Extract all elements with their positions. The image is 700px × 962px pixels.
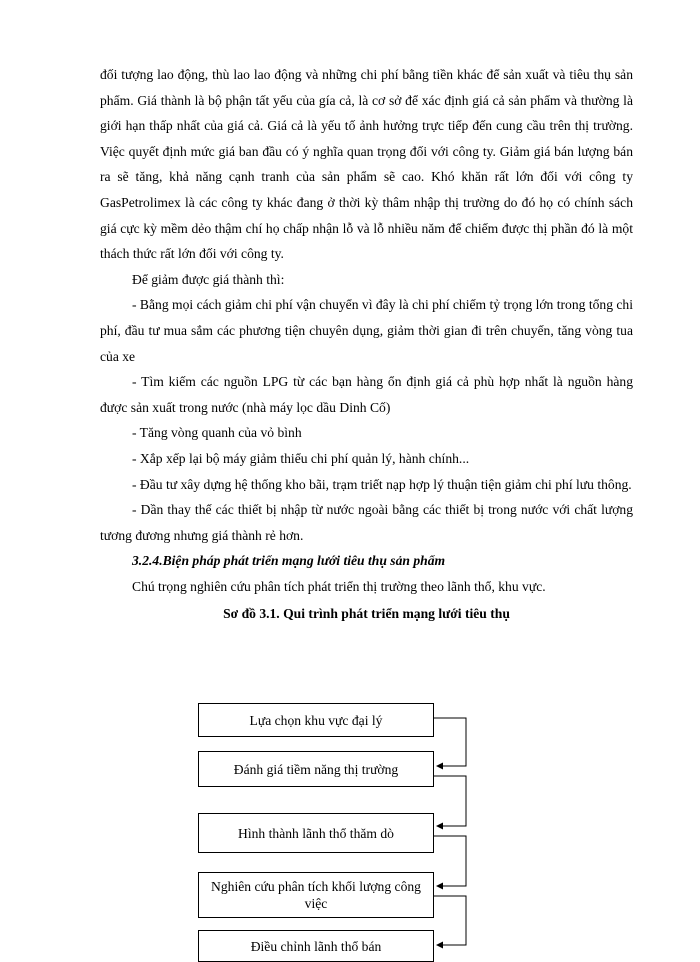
- flow-step-label: Hình thành lãnh thổ thăm dò: [238, 825, 394, 841]
- section-heading: 3.2.4.Biện pháp phát triển mạng lưới tiêu thụ sản phẩm: [132, 553, 446, 569]
- connector-1-2: [434, 718, 466, 766]
- connector-3-4: [434, 836, 466, 886]
- bullet-cylinder-turnover: - Tăng vòng quanh của vỏ bình: [132, 425, 302, 441]
- connector-2-3: [434, 776, 466, 826]
- diagram-caption: Sơ đồ 3.1. Qui trình phát triển mạng lưới tiêu thụ: [223, 606, 510, 622]
- paragraph-market-research: Chú trọng nghiên cứu phân tích phát triển thị trường theo lãnh thổ, khu vực.: [132, 578, 546, 594]
- flow-step-label: Đánh giá tiềm năng thị trường: [233, 761, 399, 777]
- flow-step-select-agent-area: [198, 703, 434, 737]
- flow-step-label: Lựa chọn khu vực đại lý: [249, 712, 383, 728]
- flow-step-assess-market-potential: [198, 751, 434, 787]
- paragraph-price-cost: đối tượng lao động, thù lao lao động và những chi phí bằng tiền khác để sản xuất và tiêu thụ sản phẩm. Giá thành là bộ phận tất yếu của gía cả, là cơ sở để xác định giá cả sản phẩm và thường là giới hạn thấp nhất của giá cả. Giá cả là yếu tố ảnh hưởng trực tiếp đến cung cầu trên thị trường. Việc quyết định mức giá ban đầu có ý nghĩa quan trọng đối với công ty. Giảm giá bán lượng bán ra sẽ tăng, khả năng cạnh tranh của sản phẩm sẽ cao. Khó khăn rất lớn đối với công ty GasPetrolimex là các công ty khác đang ở thời kỳ thâm nhập thị trường do đó họ có chính sách giá cực kỳ mềm dẻo thậm chí họ chấp nhận lỗ và lỗ nhiều năm để chiếm được thị phần đó là một thách thức rất lớn đối với công ty.: [100, 67, 633, 262]
- bullet-domestic-equipment: - Dần thay thế các thiết bị nhập từ nước ngoài bằng các thiết bị trong nước với chất lượng tương đương nhưng giá thành rẻ hơn.: [100, 502, 633, 543]
- flow-step-form-survey-territory: [198, 813, 434, 853]
- bullet-admin-cost: - Xắp xếp lại bộ máy giảm thiểu chi phí quản lý, hành chính...: [132, 450, 470, 466]
- paragraph-reduce-cost-intro: Để giảm được giá thành thì:: [132, 271, 285, 287]
- flow-step-label: Điều chỉnh lãnh thổ bán: [250, 938, 382, 954]
- bullet-warehouse: - Đầu tư xây dựng hệ thống kho bãi, trạm triết nạp hợp lý thuận tiện giảm chi phí lưu thông.: [132, 476, 632, 492]
- flow-step-adjust-sales-territory: [198, 930, 434, 962]
- flow-step-analyze-workload: [198, 872, 434, 918]
- bullet-transport-cost: - Bằng mọi cách giảm chi phí vận chuyển vì đây là chi phí chiếm tỷ trọng lớn trong tổng chi phí, đầu tư mua sắm các phương tiện chuyên dụng, giảm thời gian đi trên chuyến, tăng vòng tua của xe: [100, 297, 633, 364]
- bullet-lpg-sources: - Tìm kiếm các nguồn LPG từ các bạn hàng ổn định giá cả phù hợp nhất là nguồn hàng được sản xuất trong nước (nhà máy lọc dầu Dinh Cố): [100, 374, 633, 415]
- flow-step-label: Nghiên cứu phân tích khối lượng công việc: [211, 879, 421, 911]
- connector-4-5: [434, 896, 466, 945]
